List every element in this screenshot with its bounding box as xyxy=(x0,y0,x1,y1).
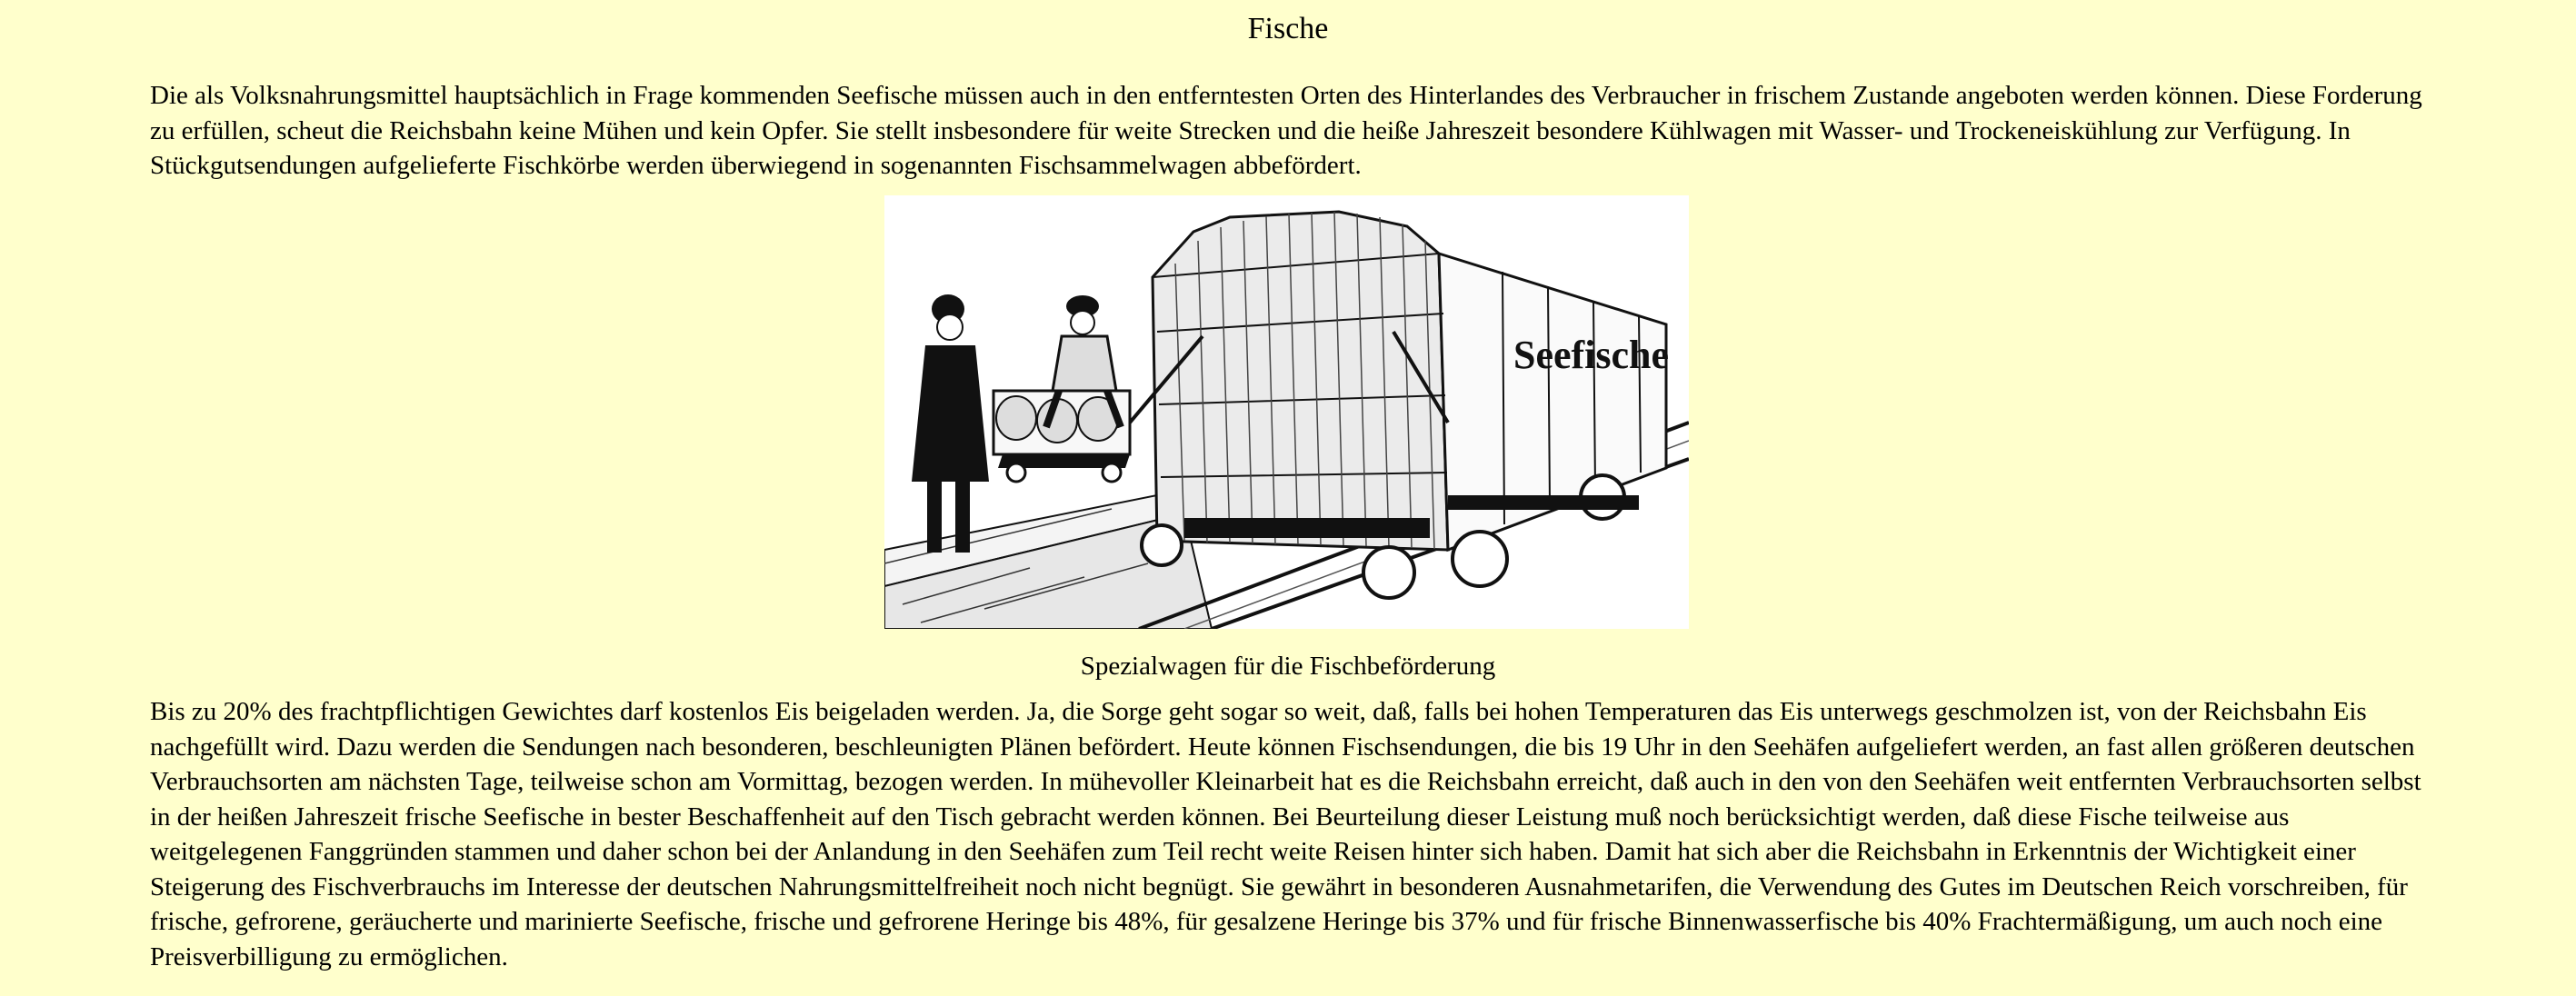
intro-paragraph: Die als Volksnahrungsmittel hauptsächlich in Frage kommenden Seefische müssen auch in den entferntesten Orten des Hinterlandes des Verbraucher in frischem Zustande angeboten werden können. Diese Forderung zu erfüllen, scheut die Reichsbahn keine Mühen und kein Opfer. Sie stellt insbesondere für weite Strecken und die heiße Jahreszeit besondere Kühlwagen mit Wasser- und Trockeneiskühlung zur Verfügung. In Stückgutsendungen aufgelieferte Fischkörbe werden überwiegend in sogenannten Fischsammelwagen abbefördert. xyxy=(150,81,2422,180)
page-title: Fische xyxy=(1247,12,1329,45)
wagon-lettering: Seefische xyxy=(1513,333,1670,377)
fish-wagon-illustration xyxy=(884,195,1689,629)
fish-wagon-drawing xyxy=(884,195,1689,629)
body-paragraph: Bis zu 20% des frachtpflichtigen Gewichtes darf kostenlos Eis beigeladen werden. Ja, die Sorge geht sogar so weit, daß, falls bei hohen Temperaturen das Eis unterwegs geschmolzen ist, von der Reichsbahn Eis nachgefüllt wird. Dazu werden die Sendungen nach besonderen, beschleunigten Plänen befördert. Heute können Fischsendungen, die bis 19 Uhr in den Seehäfen aufgeliefert werden, an fast allen größeren deutschen Verbrauchsorten am nächsten Tage, teilweise schon am Vormittag, bezogen werden. In mühevoller Kleinarbeit hat es die Reichsbahn erreicht, daß auch in den von den Seehäfen weit entfernten Verbrauchsorten selbst in der heißen Jahreszeit frische Seefische in bester Beschaffenheit auf den Tisch gebracht werden können. Bei Beurteilung dieser Leistung muß noch berücksichtigt werden, daß diese Fische teilweise aus weitgelegenen Fanggründen stammen und daher schon bei der Anlandung in den Seehäfen zum Teil recht weite Reisen hinter sich haben. Damit hat sich aber die Reichsbahn in Erkenntnis der Wichtigkeit einer Steigerung des Fischverbrauchs im Interesse der deutschen Nahrungsmittelfreiheit noch nicht begnügt. Sie gewährt in besonderen Ausnahmetarifen, die Verwendung des Gutes im Deutschen Reich vorschreiben, für frische, gefrorene, geräucherte und marinierte Seefische, frische und gefrorene Heringe bis 48%, für gesalzene Heringe bis 37% und für frische Binnenwasserfische bis 40% Frachtermäßigung, um auch noch eine Preisverbilligung zu ermöglichen. xyxy=(150,697,2421,971)
figure-caption: Spezialwagen für die Fischbeförderung xyxy=(1080,652,1496,681)
